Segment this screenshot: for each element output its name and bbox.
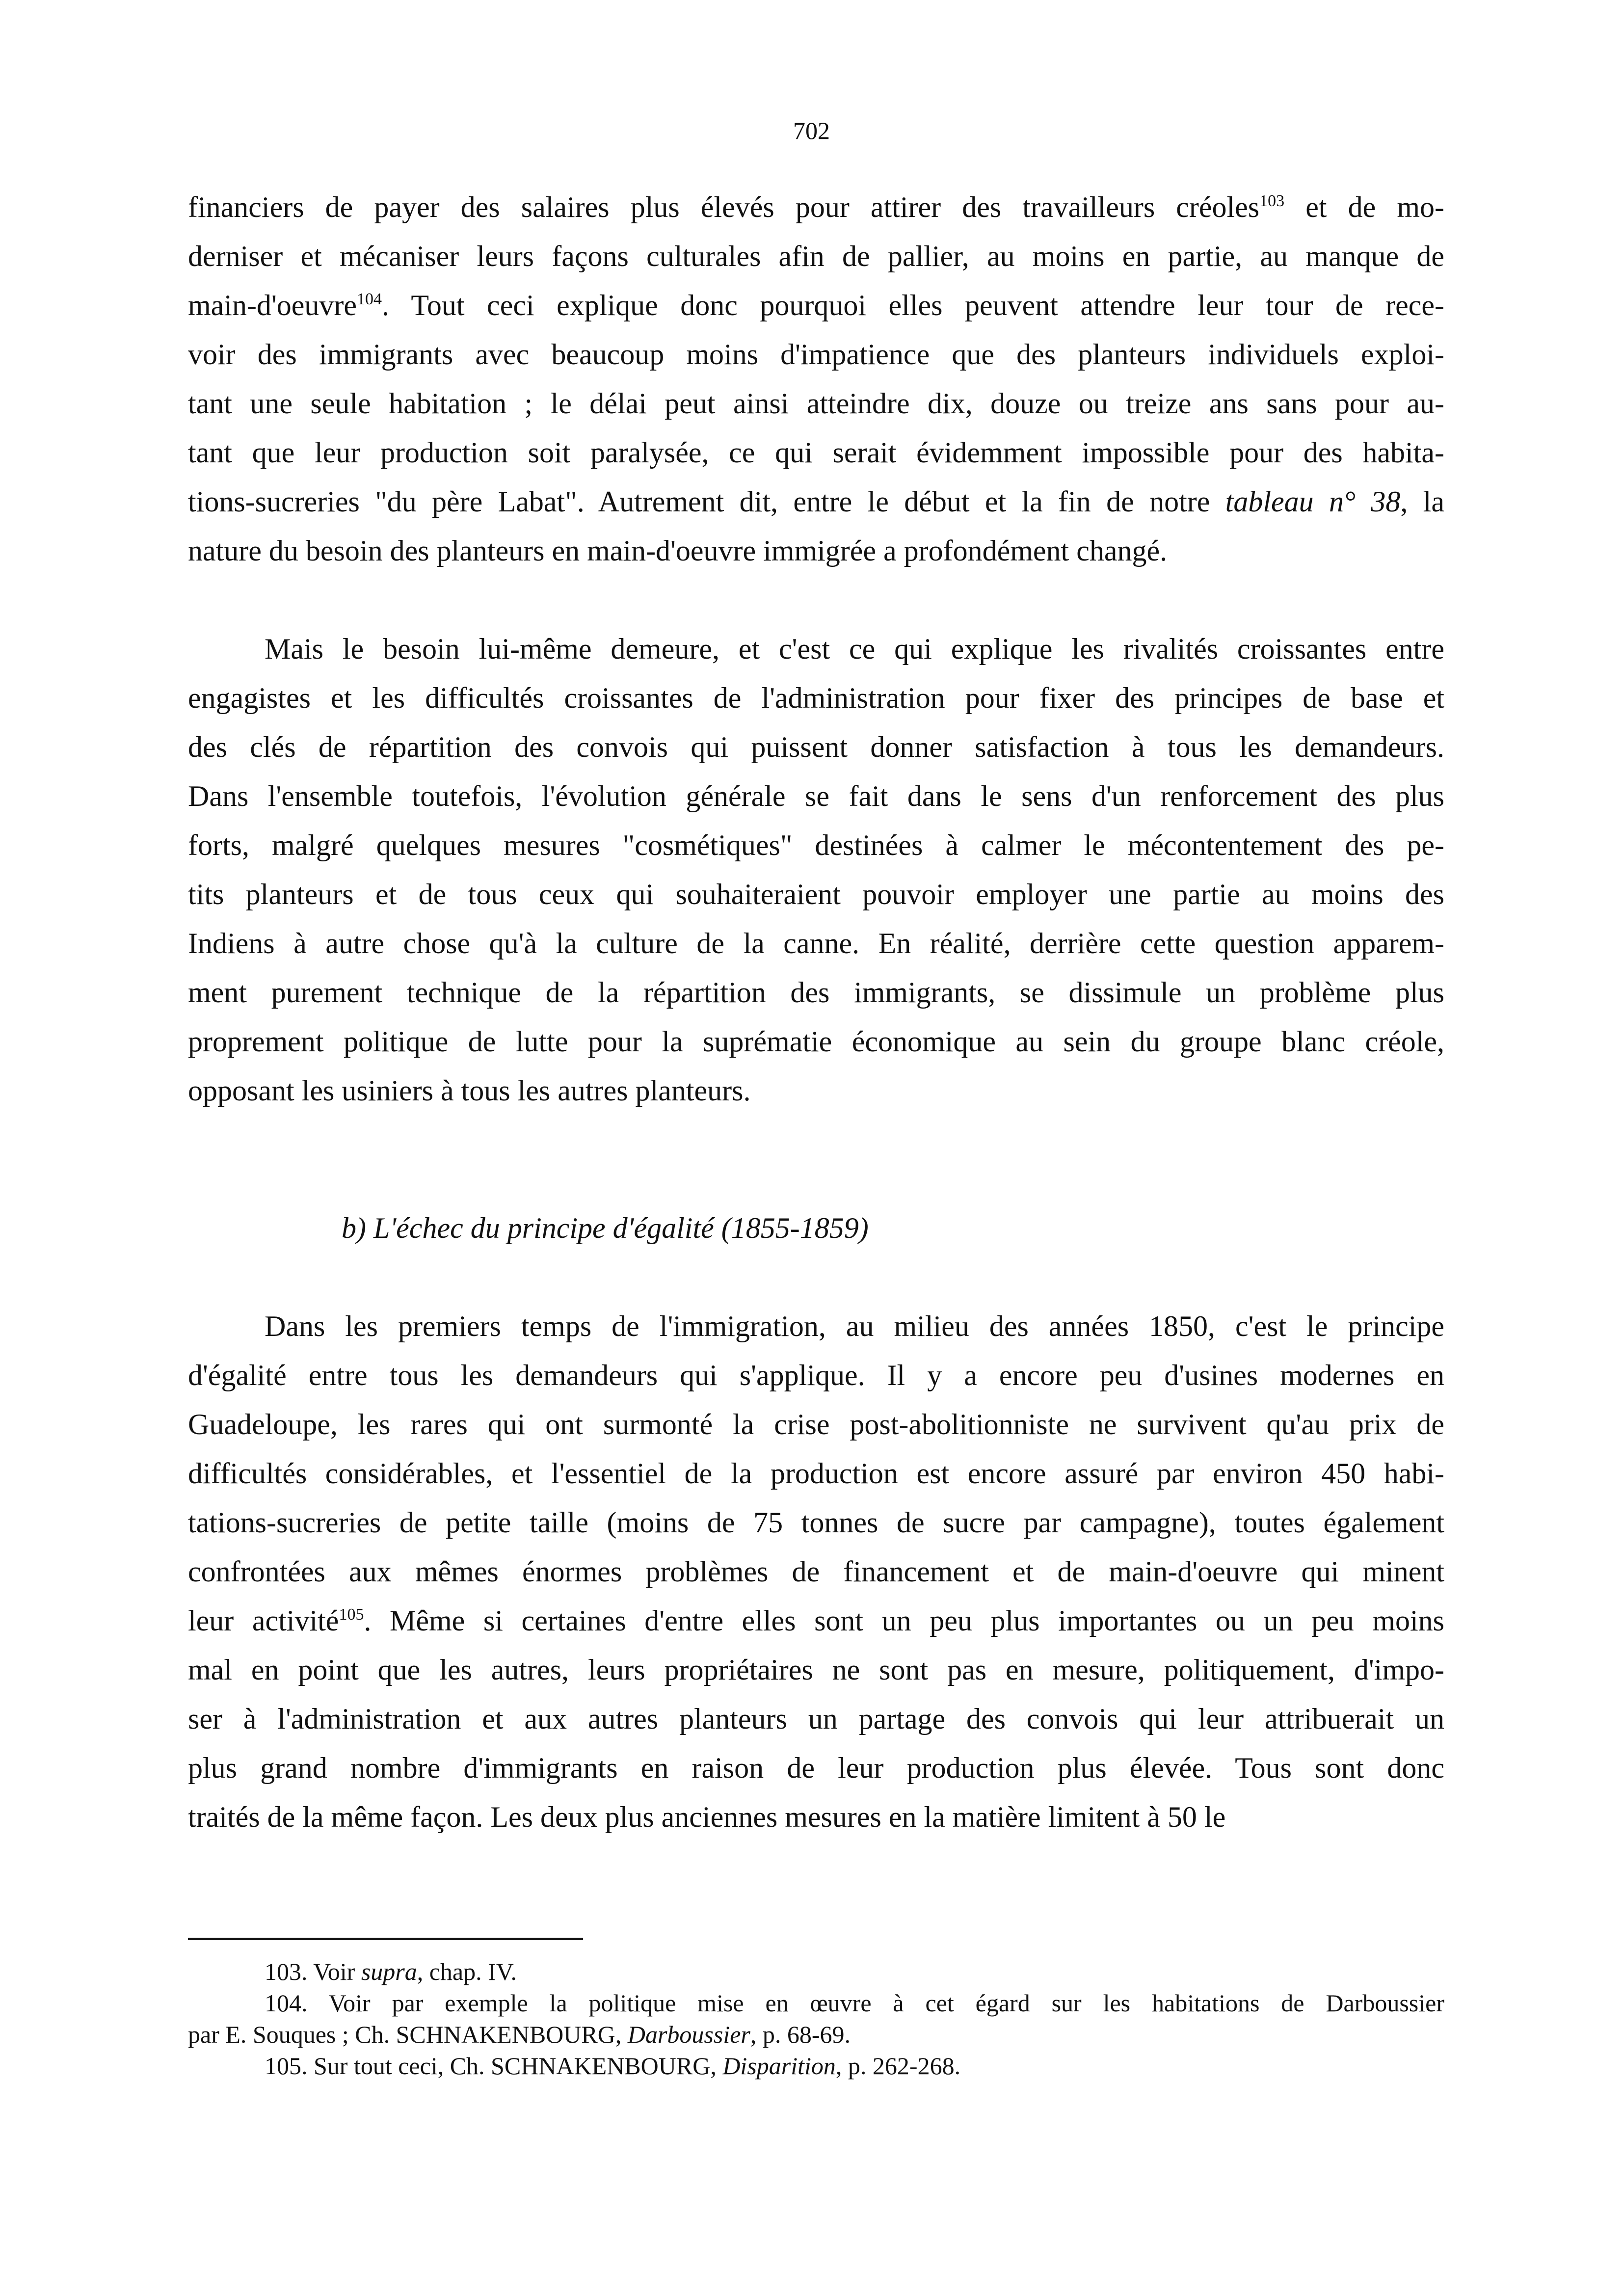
- text-segment: d'égalité entre tous les demandeurs qui s'applique. Il y a encore peu d'usines modernes en: [188, 1359, 1444, 1391]
- text-line: [188, 1743, 1444, 1792]
- text-segment: main-d'oeuvre: [188, 289, 357, 321]
- text-segment: opposant les usiniers à tous les autres planteurs.: [188, 1074, 751, 1107]
- text-line: [188, 919, 1444, 968]
- text-segment: Dans les premiers temps de l'immigration, au milieu des années 1850, c'est le principe: [265, 1310, 1444, 1342]
- text-segment: et de mo-: [1284, 191, 1444, 223]
- body-paragraph-1: [188, 183, 1444, 575]
- section-paragraph: [188, 1302, 1444, 1842]
- text-line: [188, 673, 1444, 722]
- text-segment: Dans l'ensemble toutefois, l'évolution générale se fait dans le sens d'un renforcement des plus: [188, 780, 1444, 812]
- text-line: [188, 1449, 1444, 1498]
- footnotes: [188, 1956, 1444, 2082]
- text-segment: , chap. IV.: [417, 1958, 517, 1985]
- text-segment: proprement politique de lutte pour la suprématie économique au sein du groupe blanc créole,: [188, 1025, 1444, 1058]
- text-line: [188, 428, 1444, 477]
- text-segment: engagistes et les difficultés croissantes de l'administration pour fixer des principes de base et: [188, 682, 1444, 714]
- text-line: [188, 1694, 1444, 1743]
- text-line: [188, 1302, 1444, 1351]
- text-line: [188, 1400, 1444, 1449]
- text-segment: tits planteurs et de tous ceux qui souhaiteraient pouvoir employer une partie au moins des: [188, 878, 1444, 910]
- footnote-line: [188, 2019, 1444, 2050]
- text-segment: Guadeloupe, les rares qui ont surmonté la crise post-abolitionniste ne survivent qu'au prix de: [188, 1408, 1444, 1441]
- text-line: [188, 1066, 1444, 1115]
- text-segment: tations-sucreries de petite taille (moins de 75 tonnes de sucre par campagne), toutes également: [188, 1506, 1444, 1539]
- text-line: [188, 526, 1444, 575]
- text-segment: par E. Souques ; Ch. SCHNAKENBOURG,: [188, 2021, 628, 2048]
- footnote-reference: 103: [1259, 192, 1285, 210]
- footnote-reference: 105: [339, 1605, 364, 1624]
- footnote-line: [188, 1956, 1444, 1987]
- text-segment: tant que leur production soit paralysée, ce qui serait évidemment impossible pour des habita-: [188, 436, 1444, 469]
- text-segment: 104. Voir par exemple la politique mise en œuvre à cet égard sur les habitations de Darboussier: [265, 1989, 1444, 2017]
- footnote-103: [188, 1956, 1444, 1987]
- text-segment: forts, malgré quelques mesures "cosmétiques" destinées à calmer le mécontentement des pe-: [188, 829, 1444, 861]
- italic-text: supra: [361, 1958, 417, 1985]
- text-segment: Indiens à autre chose qu'à la culture de la canne. En réalité, derrière cette question apparem-: [188, 927, 1444, 960]
- text-segment: derniser et mécaniser leurs façons culturales afin de pallier, au moins en partie, au manque de: [188, 240, 1444, 272]
- footnote-105: [188, 2050, 1444, 2082]
- text-segment: plus grand nombre d'immigrants en raison de leur production plus élevée. Tous sont donc: [188, 1752, 1444, 1784]
- text-line: [188, 1351, 1444, 1400]
- text-line: [188, 821, 1444, 870]
- text-line: [188, 232, 1444, 281]
- text-segment: confrontées aux mêmes énormes problèmes de financement et de main-d'oeuvre qui minent: [188, 1555, 1444, 1588]
- text-segment: . Même si certaines d'entre elles sont un peu plus importantes ou un peu moins: [364, 1604, 1444, 1637]
- text-segment: financiers de payer des salaires plus élevés pour attirer des travailleurs créoles: [188, 191, 1260, 223]
- text-segment: ser à l'administration et aux autres planteurs un partage des convois qui leur attribuerait un: [188, 1703, 1444, 1735]
- text-segment: mal en point que les autres, leurs propriétaires ne sont pas en mesure, politiquement, d'impo-: [188, 1654, 1444, 1686]
- text-line: [188, 772, 1444, 821]
- footnote-separator: [188, 1938, 583, 1940]
- text-line: [188, 1017, 1444, 1066]
- text-segment: Mais le besoin lui-même demeure, et c'est ce qui explique les rivalités croissantes entre: [265, 633, 1444, 665]
- text-line: [188, 1792, 1444, 1842]
- text-line: [188, 968, 1444, 1017]
- text-segment: , p. 68-69.: [750, 2021, 851, 2048]
- footnote-line: [188, 1987, 1444, 2019]
- footnote-104: [188, 1987, 1444, 2050]
- italic-text: tableau n° 38: [1225, 485, 1401, 518]
- text-line: [188, 1498, 1444, 1547]
- text-segment: ment purement technique de la répartition des immigrants, se dissimule un problème plus: [188, 976, 1444, 1009]
- text-line: [188, 477, 1444, 526]
- text-line: [188, 183, 1444, 232]
- text-line: [188, 722, 1444, 772]
- text-segment: nature du besoin des planteurs en main-d'oeuvre immigrée a profondément changé.: [188, 534, 1168, 567]
- text-segment: traités de la même façon. Les deux plus anciennes mesures en la matière limitent à 50 le: [188, 1801, 1226, 1833]
- text-segment: tant une seule habitation ; le délai peut ainsi atteindre dix, douze ou treize ans sans pour au-: [188, 387, 1444, 420]
- text-segment: voir des immigrants avec beaucoup moins d'impatience que des planteurs individuels exploi-: [188, 338, 1444, 371]
- text-segment: . Tout ceci explique donc pourquoi elles peuvent attendre leur tour de rece-: [382, 289, 1444, 321]
- body-paragraph-2: [188, 624, 1444, 1115]
- text-line: [188, 379, 1444, 428]
- text-segment: , la: [1400, 485, 1444, 518]
- text-line: [188, 624, 1444, 673]
- text-segment: leur activité: [188, 1604, 339, 1637]
- page-number: 702: [793, 117, 830, 144]
- footnote-reference: 104: [357, 290, 382, 308]
- text-line: [188, 1645, 1444, 1694]
- text-segment: difficultés considérables, et l'essentiel de la production est encore assuré par environ 450 habi-: [188, 1457, 1444, 1490]
- text-segment: tions-sucreries "du père Labat". Autrement dit, entre le début et la fin de notre: [188, 485, 1225, 518]
- text-segment: des clés de répartition des convois qui puissent donner satisfaction à tous les demandeurs.: [188, 731, 1444, 763]
- text-segment: , p. 262-268.: [835, 2052, 961, 2080]
- text-segment: 105. Sur tout ceci, Ch. SCHNAKENBOURG,: [265, 2052, 723, 2080]
- text-line: [188, 1596, 1444, 1645]
- text-segment: 103. Voir: [265, 1958, 361, 1985]
- text-line: [188, 870, 1444, 919]
- text-line: [188, 281, 1444, 330]
- italic-text: Disparition: [722, 2052, 836, 2080]
- text-line: [188, 1547, 1444, 1596]
- italic-text: Darboussier: [627, 2021, 750, 2048]
- section-heading: b) L'échec du principe d'égalité (1855-1859): [342, 1212, 869, 1244]
- footnote-line: [188, 2050, 1444, 2082]
- text-line: [188, 330, 1444, 379]
